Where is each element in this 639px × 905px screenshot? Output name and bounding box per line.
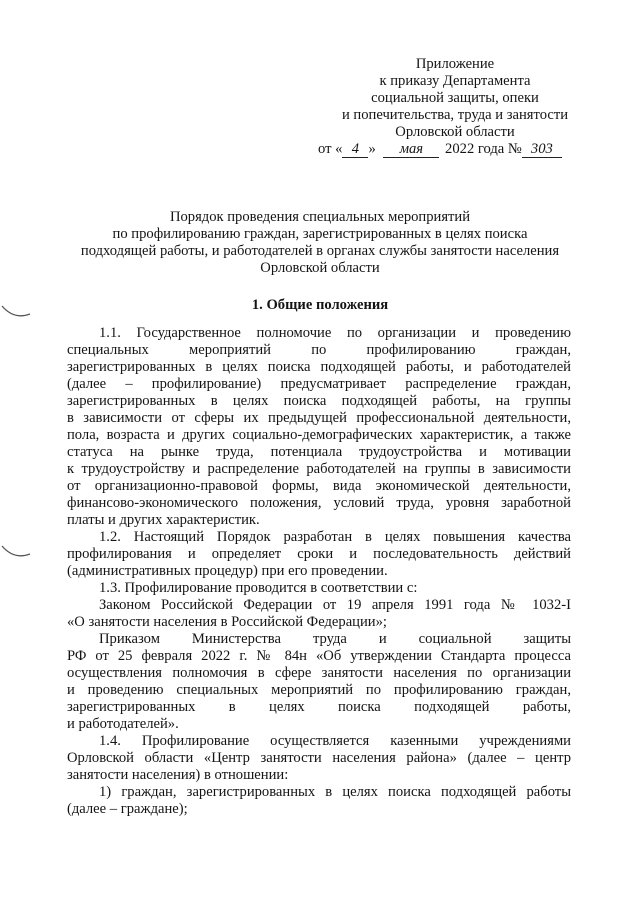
body-line: зарегистрированных в целях поиска подходящей работы, и работодателей <box>67 359 571 375</box>
title-line-3: подходящей работы, и работодателей в органах службы занятости населения <box>80 243 560 259</box>
body-line: статуса на рынке труда, потенциала трудоустройства и мотивации <box>67 444 571 460</box>
date-month-handwritten: мая <box>383 142 439 158</box>
body-line: 1.4. Профилирование осуществляется казенными учреждениями <box>99 733 571 749</box>
body-line: зарегистрированных в целях поиска подходящей работы, <box>67 699 571 715</box>
body-line: профилирования и определяет сроки и последовательность действий <box>67 546 571 562</box>
body-line: 1.3. Профилирование проводится в соответствии с: <box>99 580 418 596</box>
body-line: 1.1. Государственное полномочие по организации и проведению <box>99 325 571 341</box>
body-line: в зависимости от сферы их предыдущей профессиональной деятельности, <box>67 410 571 426</box>
binder-mark-lower <box>0 540 34 564</box>
body-line: осуществления полномочия в сфере занятости населения по организации <box>67 665 571 681</box>
order-number-handwritten: 303 <box>522 142 562 158</box>
body-line: специальных мероприятий по профилированию граждан, <box>67 342 571 358</box>
header-line-5: Орловской области <box>395 124 515 140</box>
body-line: пола, возраста и других социально-демографических характеристик, а также <box>67 427 571 443</box>
header-line-3: социальной защиты, опеки <box>371 90 539 106</box>
body-line: «О занятости населения в Российской Федерации»; <box>67 614 387 630</box>
header-line-1: Приложение <box>415 56 495 72</box>
section-heading: 1. Общие положения <box>251 297 389 313</box>
body-line: финансово-экономического положения, условий труда, уровня заработной <box>67 495 571 511</box>
title-line-1: Порядок проведения специальных мероприятий <box>169 209 471 225</box>
date-prefix: от « <box>318 141 343 157</box>
body-line: зарегистрированных в целях поиска подходящей работы, на группы <box>67 393 571 409</box>
title-line-2: по профилированию граждан, зарегистрированных в целях поиска <box>112 226 528 242</box>
body-line: Приказом Министерства труда и социальной защиты <box>99 631 571 647</box>
body-line: РФ от 25 февраля 2022 г. № 84н «Об утверждении Стандарта процесса <box>67 648 571 664</box>
date-year: 2022 года № <box>445 141 522 157</box>
body-line: от организационно-правовой формы, вида экономической деятельности, <box>67 478 571 494</box>
body-line: занятости населения) в отношении: <box>67 767 289 783</box>
body-line: Орловской области «Центр занятости населения района» (далее – центр <box>67 750 571 766</box>
body-line: Законом Российской Федерации от 19 апреля 1991 года № 1032-I <box>99 597 571 613</box>
body-line: и работодателей». <box>67 716 179 732</box>
title-line-4: Орловской области <box>260 260 380 276</box>
header-line-2: к приказу Департамента <box>379 73 531 89</box>
body-line: и проведению специальных мероприятий по профилированию граждан, <box>67 682 571 698</box>
binder-mark-upper <box>0 300 34 324</box>
body-line: (далее – профилирование) предусматривает распределение граждан, <box>67 376 571 392</box>
order-date-line <box>318 141 562 158</box>
body-line: 1) граждан, зарегистрированных в целях поиска подходящей работы <box>99 784 571 800</box>
header-line-4: и попечительства, труда и занятости <box>341 107 569 123</box>
body-line: 1.2. Настоящий Порядок разработан в целях повышения качества <box>99 529 571 545</box>
body-line: (административных процедур) при его проведении. <box>67 563 388 579</box>
body-line: (далее – граждане); <box>67 801 188 817</box>
body-line: к трудоустройству и распределение работодателей на группы в зависимости <box>67 461 571 477</box>
body-line: платы и других характеристик. <box>67 512 260 528</box>
date-day-handwritten: 4 <box>342 142 368 158</box>
date-separator: » <box>368 141 376 157</box>
